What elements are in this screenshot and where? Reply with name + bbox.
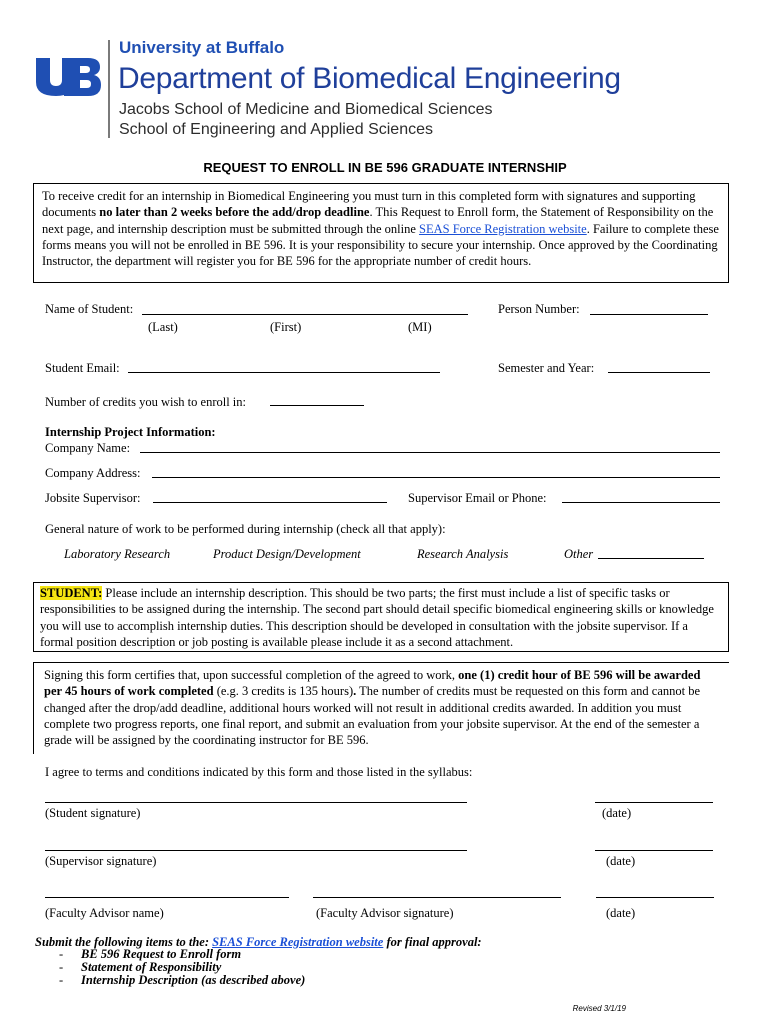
department-name: Department of Biomedical Engineering — [118, 62, 621, 95]
submit-list — [59, 948, 305, 987]
list-item: - Statement of Responsibility — [59, 960, 222, 974]
option-product-design[interactable]: Product Design/Development — [213, 547, 361, 561]
supervisor-contact-label: Supervisor Email or Phone: — [408, 491, 547, 505]
student-signature-caption: (Student signature) — [45, 806, 141, 820]
faculty-name-caption: (Faculty Advisor name) — [45, 906, 164, 920]
semester-label: Semester and Year: — [498, 361, 595, 375]
first-name-caption: (First) — [270, 320, 302, 334]
list-item: - Internship Description (as described above) — [59, 973, 306, 987]
student-note-box — [33, 582, 729, 652]
agree-text: I agree to terms and conditions indicated by this form and those listed in the syllabus: — [45, 765, 473, 779]
list-item: - BE 596 Request to Enroll form — [59, 947, 242, 961]
intro-box: To receive credit for an internship in Biomedical Engineering you must turn in this completed form with signatures and supporting documents no later than 2 weeks before the add/drop deadline. This Request to Enroll form, the Statement of Responsibility on the next page, and internship description must be submitted through the online SEAS Force Registration website. Failure to complete these forms means you will not be enrolled in BE 596. It is your responsibility to secure your internship. Once approved by the Coordinating Instructor, the department will register you for BE 596 for the appropriate number of credit hours. — [33, 183, 729, 283]
jobsite-supervisor-field[interactable] — [153, 502, 387, 503]
deadline-text: no later than 2 weeks before the add/drop deadline — [99, 205, 370, 220]
student-date-field[interactable] — [595, 802, 713, 803]
other-field[interactable] — [598, 558, 704, 559]
certify-box: Signing this form certifies that, upon successful completion of the agreed to work, one (1) credit hour of BE 596 will be awarded per 45 hours of work completed (e.g. 3 credits is 135 hours). The number of credits must be requested on this form and cannot be changed after the drop/add deadline, additional hours worked will not result in additional credits awarded. In addition you must complete two progress reports, one final report, and submit an evaluation from your jobsite supervisor. At the end of the semester a grade will be assigned by the coordinating instructor for BE 596. — [33, 662, 729, 754]
person-number-label: Person Number: — [498, 302, 580, 316]
supervisor-contact-field[interactable] — [562, 502, 720, 503]
faculty-name-field[interactable] — [45, 897, 289, 898]
submit-instructions: Submit the following items to the: SEAS Force Registration website for final approval: — [35, 935, 482, 949]
company-address-field[interactable] — [152, 477, 720, 478]
student-email-label: Student Email: — [45, 361, 120, 375]
jobsite-supervisor-label: Jobsite Supervisor: — [45, 491, 141, 505]
student-note-text: Please include an internship description. This should be two parts; the first must include a list of specific tasks or responsibilities to be assigned during the internship. The second part should detail specific biomedical engineering skills or knowledge you will use to accomplish internship duties. This description should be developed in consultation with the jobsite supervisor. If a formal position description or job posting is available please include it as a second attachment. — [40, 586, 714, 649]
company-name-label: Company Name: — [45, 441, 131, 455]
semester-field[interactable] — [608, 372, 710, 373]
faculty-signature-field[interactable] — [313, 897, 561, 898]
faculty-date-field[interactable] — [596, 897, 714, 898]
company-name-field[interactable] — [140, 452, 720, 453]
supervisor-signature-field[interactable] — [45, 850, 467, 851]
option-lab-research[interactable]: Laboratory Research — [64, 547, 171, 561]
company-address-label: Company Address: — [45, 466, 141, 480]
project-heading: Internship Project Information: — [45, 425, 216, 439]
faculty-signature-caption: (Faculty Advisor signature) — [316, 906, 454, 920]
student-note-label: STUDENT: — [40, 586, 103, 600]
last-name-caption: (Last) — [148, 320, 178, 334]
school-name-1: Jacobs School of Medicine and Biomedical Sciences — [119, 101, 493, 118]
person-number-field[interactable] — [590, 314, 708, 315]
faculty-date-caption: (date) — [606, 906, 636, 920]
student-signature-field[interactable] — [45, 802, 467, 803]
revised-date: Revised 3/1/19 — [572, 1004, 626, 1013]
student-date-caption: (date) — [602, 806, 632, 820]
mi-caption: (MI) — [408, 320, 432, 334]
credits-field[interactable] — [270, 405, 364, 406]
seas-force-link-2[interactable]: SEAS Force Registration website — [212, 935, 384, 949]
supervisor-date-caption: (date) — [606, 854, 636, 868]
student-email-field[interactable] — [128, 372, 440, 373]
intro-text: To receive credit for an internship in Biomedical Engineering you must turn in this completed form with signatures and supporting documents — [42, 189, 696, 220]
credit-rule-text: one (1) credit hour of BE 596 will be awarded per 45 hours of work completed — [44, 668, 701, 699]
credits-label: Number of credits you wish to enroll in: — [45, 395, 247, 409]
student-name-label: Name of Student: — [45, 302, 134, 316]
work-nature-label: General nature of work to be performed during internship (check all that apply): — [45, 522, 446, 536]
supervisor-date-field[interactable] — [595, 850, 713, 851]
form-title: REQUEST TO ENROLL IN BE 596 GRADUATE INTERNSHIP — [203, 160, 567, 175]
option-other[interactable]: Other — [564, 547, 594, 561]
logo-divider — [108, 40, 110, 138]
seas-force-link[interactable]: SEAS Force Registration website — [419, 221, 587, 236]
option-research-analysis[interactable]: Research Analysis — [417, 547, 509, 561]
university-name: University at Buffalo — [119, 38, 285, 57]
student-name-field[interactable] — [142, 314, 468, 315]
school-name-2: School of Engineering and Applied Sciences — [119, 121, 433, 138]
supervisor-signature-caption: (Supervisor signature) — [45, 854, 157, 868]
ub-logo-icon — [34, 56, 102, 96]
